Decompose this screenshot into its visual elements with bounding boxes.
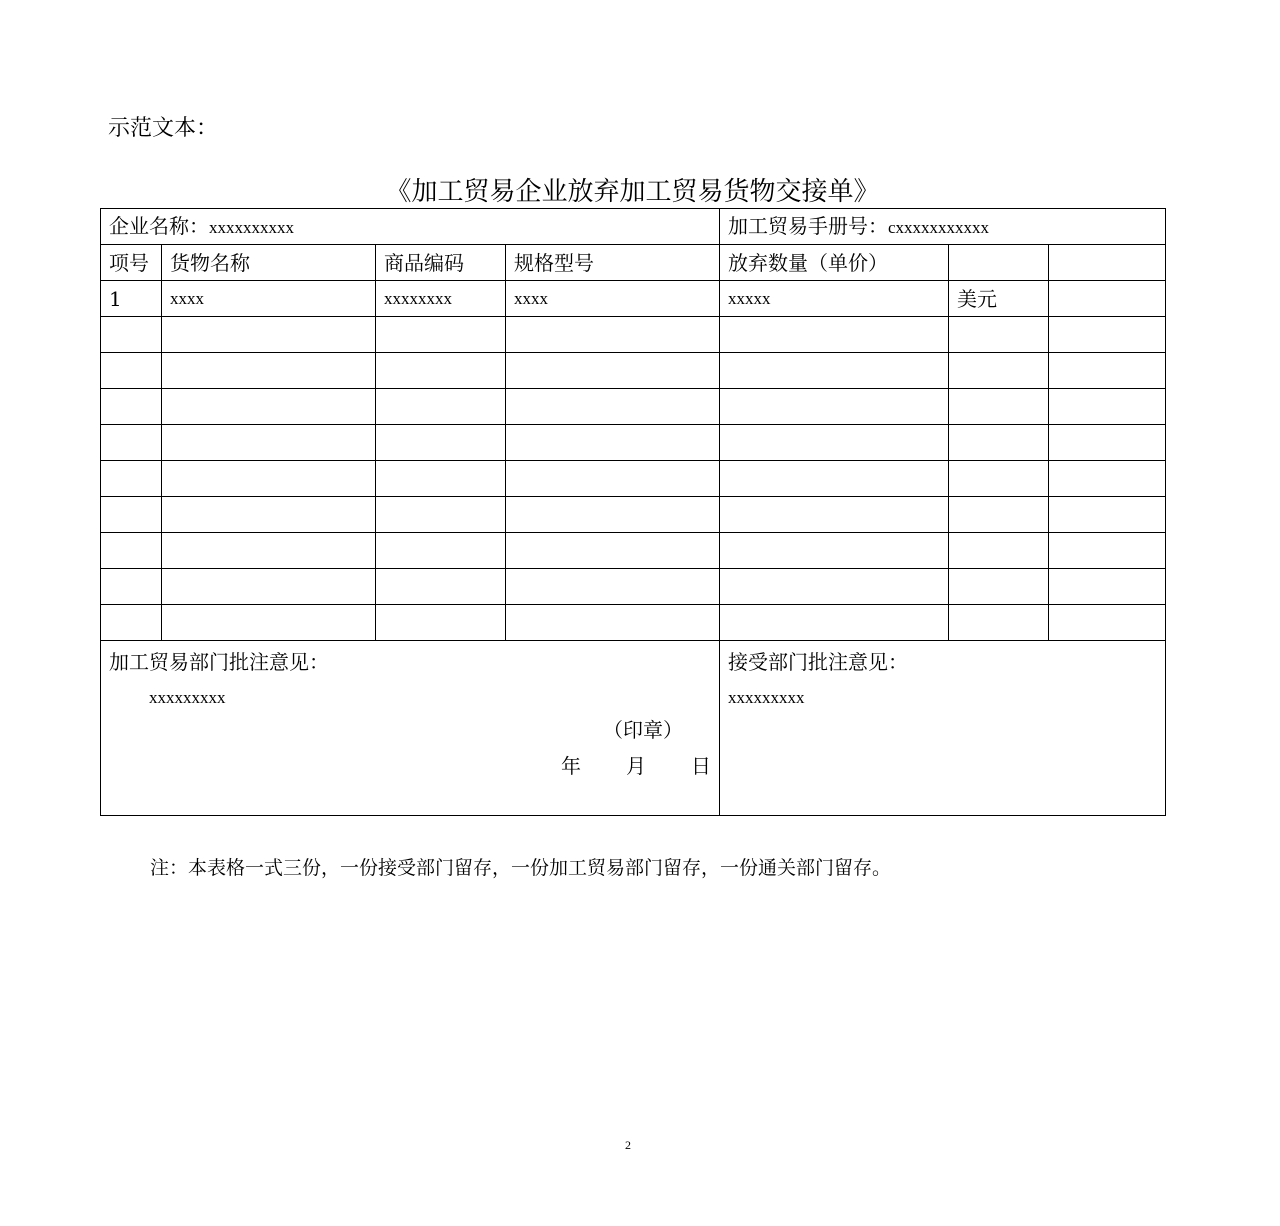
cell-extra (1049, 425, 1166, 461)
cell-commodity-code (376, 605, 506, 641)
cell-extra (1049, 281, 1166, 317)
company-name-label: 企业名称： (109, 213, 209, 238)
cell-commodity-code: xxxxxxxx (376, 281, 506, 317)
cell-item-no (101, 425, 162, 461)
cell-commodity-code (376, 533, 506, 569)
date-year-label: 年 (561, 754, 581, 778)
cell-goods-name (162, 389, 376, 425)
header-goods-name: 货物名称 (162, 245, 376, 281)
header-quantity-price: 放弃数量（单价） (720, 245, 949, 281)
header-blank-2 (1049, 245, 1166, 281)
cell-item-no (101, 389, 162, 425)
table-row (101, 353, 1166, 389)
cell-specification: xxxx (506, 281, 720, 317)
cell-commodity-code (376, 317, 506, 353)
cell-specification (506, 569, 720, 605)
cell-quantity (720, 461, 949, 497)
cell-specification (506, 461, 720, 497)
cell-goods-name (162, 497, 376, 533)
company-name-cell (101, 209, 720, 245)
date-line (561, 753, 711, 779)
cell-specification (506, 425, 720, 461)
seal-label: （印章） (603, 718, 683, 742)
cell-item-no (101, 497, 162, 533)
cell-quantity (720, 317, 949, 353)
company-name-value: xxxxxxxxxx (209, 217, 294, 237)
header-row (101, 245, 1166, 281)
cell-extra (1049, 569, 1166, 605)
cell-item-no (101, 605, 162, 641)
cell-commodity-code (376, 353, 506, 389)
page-number: 2 (625, 1138, 631, 1152)
cell-goods-name (162, 461, 376, 497)
cell-quantity (720, 353, 949, 389)
cell-goods-name (162, 317, 376, 353)
header-item-no: 项号 (101, 245, 162, 281)
cell-commodity-code (376, 425, 506, 461)
cell-currency (949, 317, 1049, 353)
cell-goods-name: xxxx (162, 281, 376, 317)
opinion-row (101, 641, 1166, 816)
footnote: 注：本表格一式三份，一份接受部门留存，一份加工贸易部门留存，一份通关部门留存。 (150, 857, 892, 879)
cell-quantity (720, 605, 949, 641)
receiving-dept-opinion-cell (720, 641, 1166, 816)
cell-commodity-code (376, 389, 506, 425)
cell-extra (1049, 461, 1166, 497)
cell-commodity-code (376, 461, 506, 497)
cell-quantity (720, 389, 949, 425)
table-row (101, 533, 1166, 569)
cell-goods-name (162, 569, 376, 605)
cell-extra (1049, 533, 1166, 569)
table-row (101, 425, 1166, 461)
date-month-label: 月 (626, 754, 646, 778)
cell-quantity (720, 425, 949, 461)
table-row (101, 389, 1166, 425)
receiving-dept-opinion-label: 接受部门批注意见： (728, 650, 908, 674)
cell-item-no (101, 533, 162, 569)
cell-item-no (101, 461, 162, 497)
cell-extra (1049, 389, 1166, 425)
processing-dept-opinion-cell (101, 641, 720, 816)
cell-quantity: xxxxx (720, 281, 949, 317)
company-info-row (101, 209, 1166, 245)
date-day-label: 日 (691, 754, 711, 778)
cell-currency (949, 497, 1049, 533)
table-row (101, 605, 1166, 641)
intro-label: 示范文本： (108, 116, 219, 141)
cell-goods-name (162, 605, 376, 641)
cell-item-no (101, 569, 162, 605)
table-row (101, 569, 1166, 605)
cell-currency (949, 605, 1049, 641)
cell-specification (506, 533, 720, 569)
header-specification: 规格型号 (506, 245, 720, 281)
cell-commodity-code (376, 497, 506, 533)
cell-item-no (101, 317, 162, 353)
document-title: 《加工贸易企业放弃加工贸易货物交接单》 (385, 177, 880, 207)
table-row (101, 317, 1166, 353)
cell-quantity (720, 569, 949, 605)
cell-currency (949, 569, 1049, 605)
processing-dept-opinion-label: 加工贸易部门批注意见： (109, 650, 329, 674)
cell-currency: 美元 (949, 281, 1049, 317)
cell-extra (1049, 497, 1166, 533)
cell-quantity (720, 533, 949, 569)
handover-form-table (100, 208, 1166, 816)
cell-specification (506, 497, 720, 533)
manual-number-cell (720, 209, 1166, 245)
cell-specification (506, 353, 720, 389)
cell-quantity (720, 497, 949, 533)
cell-currency (949, 353, 1049, 389)
cell-specification (506, 317, 720, 353)
cell-commodity-code (376, 569, 506, 605)
cell-currency (949, 461, 1049, 497)
cell-currency (949, 533, 1049, 569)
receiving-dept-opinion-value: xxxxxxxxx (728, 688, 805, 707)
header-blank-1 (949, 245, 1049, 281)
cell-goods-name (162, 533, 376, 569)
cell-extra (1049, 605, 1166, 641)
header-commodity-code: 商品编码 (376, 245, 506, 281)
table-row (101, 497, 1166, 533)
table-row (101, 461, 1166, 497)
cell-goods-name (162, 353, 376, 389)
cell-extra (1049, 317, 1166, 353)
cell-specification (506, 605, 720, 641)
cell-item-no: 1 (101, 281, 162, 317)
cell-currency (949, 425, 1049, 461)
processing-dept-opinion-value: xxxxxxxxx (149, 688, 226, 707)
cell-currency (949, 389, 1049, 425)
cell-specification (506, 389, 720, 425)
cell-goods-name (162, 425, 376, 461)
manual-number-label: 加工贸易手册号： (728, 213, 888, 238)
cell-item-no (101, 353, 162, 389)
table-row (101, 281, 1166, 317)
manual-number-value: cxxxxxxxxxxx (888, 217, 990, 237)
cell-extra (1049, 353, 1166, 389)
